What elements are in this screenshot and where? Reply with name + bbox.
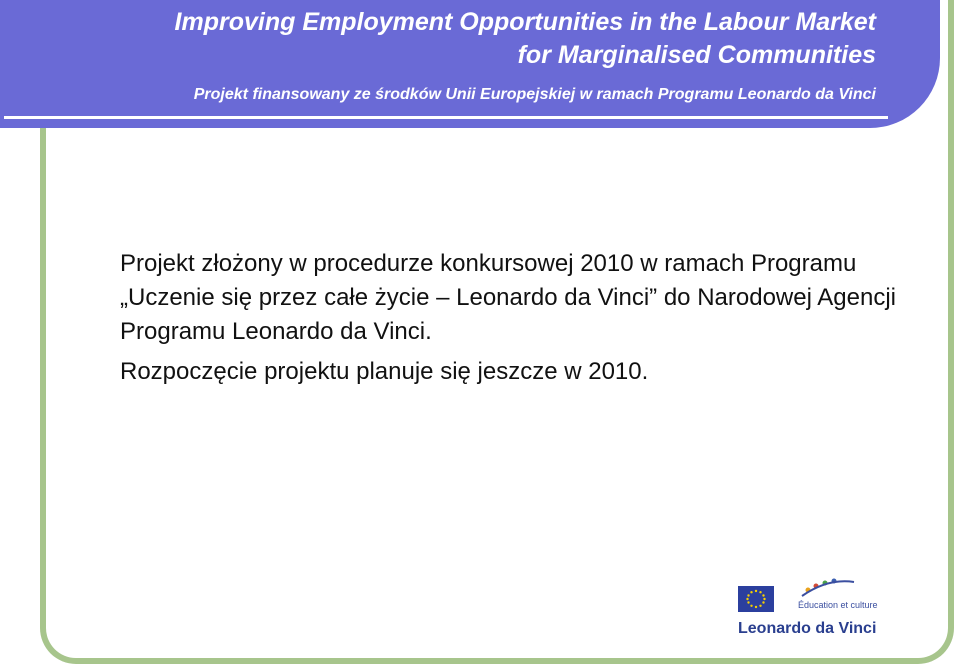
body-paragraph-1: Projekt złożony w procedurze konkursowej 2010 w ramach Programu „Uczenie się przez całe życie – Leonardo da Vinci” do Narodowej Agencji Programu Leonardo da Vinci. [120,250,896,345]
slide-header [0,0,940,128]
body-paragraph-2: Rozpoczęcie projektu planuje się jeszcze w 2010. [120,358,649,385]
slide-subtitle: Projekt finansowany ze środków Unii Europejskiej w ramach Programu Leonardo da Vinci [193,86,876,103]
slide-body [120,247,930,389]
education-culture-icon [798,574,858,598]
slide-title-line-2: for Marginalised Communities [517,41,876,69]
logo-name: Leonardo da Vinci [738,620,877,637]
logo-tagline: Éducation et culture [798,600,878,610]
slide-title [175,6,876,72]
eu-flag-icon [738,586,774,612]
header-divider [4,116,888,119]
slide-title-line-1: Improving Employment Opportunities in the Labour Market [174,8,876,36]
leonardo-da-vinci-logo [738,574,898,644]
